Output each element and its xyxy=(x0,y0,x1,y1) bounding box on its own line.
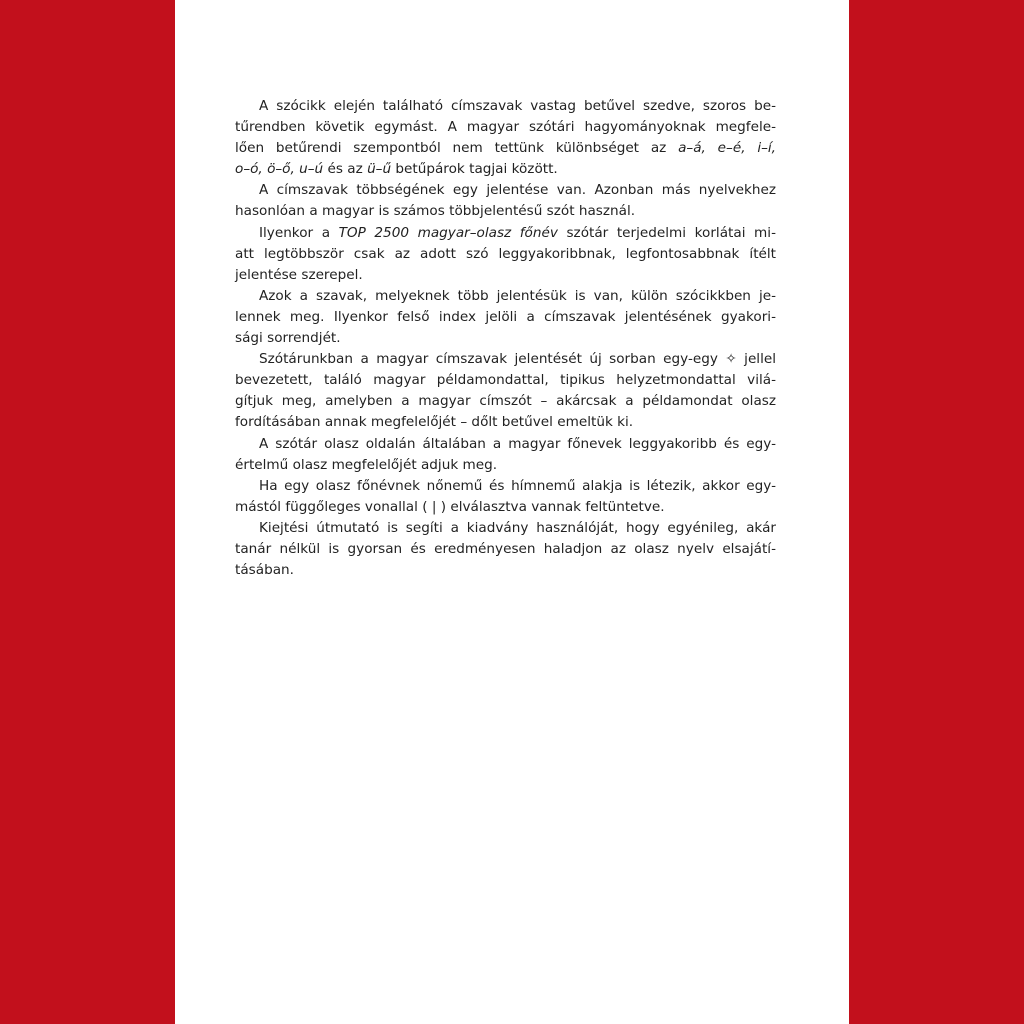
text-run: Kiejtési útmutató is segíti a kiadvány használóját, hogy egyénileg, akár xyxy=(259,519,776,536)
paragraph xyxy=(235,286,776,349)
left-red-margin xyxy=(0,0,175,1024)
text-run: sági sorrendjét. xyxy=(235,330,341,347)
text-line xyxy=(235,560,776,581)
text-run: Ha egy olasz főnévnek nőnemű és hímnemű alakja is létezik, akkor egy- xyxy=(259,477,776,494)
paragraph xyxy=(235,518,776,581)
text-line xyxy=(235,159,776,180)
text-line xyxy=(235,138,776,159)
text-line xyxy=(235,349,776,370)
body-text xyxy=(235,96,776,581)
text-line xyxy=(235,328,776,349)
text-run: A címszavak többségének egy jelentése van. Azonban más nyelvekhez xyxy=(259,182,776,199)
text-line xyxy=(235,539,776,560)
text-run: Szótárunkban a magyar címszavak jelentését új sorban egy-egy ✧ jellel xyxy=(259,351,776,368)
italic-text: ü–ű xyxy=(367,161,392,178)
text-run: jelentése szerepel. xyxy=(235,266,363,283)
text-run: lően betűrendi szempontból nem tettünk különbséget az xyxy=(235,140,679,157)
paragraph xyxy=(235,180,776,222)
text-line xyxy=(235,412,776,433)
italic-text: a–á, e–é, i–í, xyxy=(678,140,777,157)
paragraph xyxy=(235,434,776,476)
text-line xyxy=(235,518,776,539)
text-line xyxy=(235,370,776,391)
text-run: Azok a szavak, melyeknek több jelentésük is van, külön szócikkben je- xyxy=(259,287,776,304)
text-line xyxy=(235,223,776,244)
paragraph xyxy=(235,96,776,180)
text-line xyxy=(235,497,776,518)
paragraph xyxy=(235,476,776,518)
text-line xyxy=(235,201,776,222)
text-line xyxy=(235,244,776,265)
text-run: bevezetett, találó magyar példamondattal, tipikus helyzetmondattal vilá- xyxy=(235,372,776,389)
text-line xyxy=(235,455,776,476)
right-red-margin xyxy=(849,0,1024,1024)
text-run: tűrendben követik egymást. A magyar szótári hagyományoknak megfele- xyxy=(235,119,776,136)
text-line xyxy=(235,180,776,201)
text-line xyxy=(235,96,776,117)
text-run: betűpárok tagjai között. xyxy=(391,161,558,178)
text-run: mástól függőleges vonallal ( | ) elválasztva vannak feltüntetve. xyxy=(235,498,665,515)
paragraph xyxy=(235,349,776,433)
text-line xyxy=(235,117,776,138)
paragraph xyxy=(235,223,776,286)
text-line xyxy=(235,286,776,307)
text-run: tanár nélkül is gyorsan és eredményesen haladjon az olasz nyelv elsajátí- xyxy=(235,540,776,557)
text-line xyxy=(235,434,776,455)
text-line xyxy=(235,391,776,412)
text-line xyxy=(235,265,776,286)
text-run: gítjuk meg, amelyben a magyar címszót – akárcsak a példamondat olasz xyxy=(235,393,776,410)
text-run: A szócikk elején található címszavak vastag betűvel szedve, szoros be- xyxy=(259,98,776,114)
text-run: és az xyxy=(323,161,368,178)
text-run: lennek meg. Ilyenkor felső index jelöli a címszavak jelentésének gyakori- xyxy=(235,308,776,325)
page xyxy=(175,0,849,1024)
text-run: hasonlóan a magyar is számos többjelentésű szót használ. xyxy=(235,203,636,220)
text-run: fordításában annak megfelelőjét – dőlt betűvel emeltük ki. xyxy=(235,414,634,431)
text-run: att legtöbbször csak az adott szó leggyakoribbnak, legfontosabbnak ítélt xyxy=(235,245,776,262)
italic-text: TOP 2500 magyar–olasz főnév xyxy=(338,224,558,241)
text-line xyxy=(235,476,776,497)
text-run: tásában. xyxy=(235,562,294,579)
text-run: értelmű olasz megfelelőjét adjuk meg. xyxy=(235,456,498,473)
text-run: A szótár olasz oldalán általában a magyar főnevek leggyakoribb és egy- xyxy=(259,435,776,452)
italic-text: o–ó, ö–ő, u–ú xyxy=(235,161,324,178)
text-run: Ilyenkor a xyxy=(259,224,339,241)
text-run: szótár terjedelmi korlátai mi- xyxy=(557,224,776,241)
text-line xyxy=(235,307,776,328)
